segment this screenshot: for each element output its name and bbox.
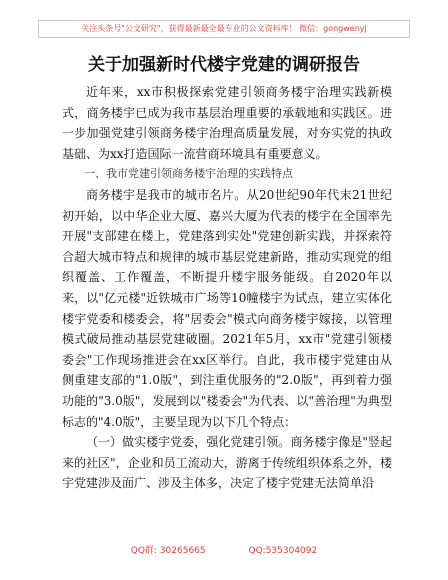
intro-paragraph: 近年来，xx市积极探索党建引领商务楼宇治理实践新模式，商务楼宇已成为我市基层治理重要的承载地和实践区。进一步加强党建引领商务楼宇治理高质量发展，对夯实党的执政基础、为xx打造国际一流营商环境具有重要意义。 bbox=[62, 85, 392, 161]
document-body bbox=[62, 82, 392, 494]
document-title: 关于加强新时代楼宇党建的调研报告 bbox=[88, 55, 360, 75]
footer-contact bbox=[0, 543, 448, 556]
body-paragraph: 商务楼宇是我市的城市名片。从20世纪90年代末21世纪初开始，以中华企业大厦、嘉兴大厦为代表的楼宇在全国率先开展"支部建在楼上，党建落到实处"党建创新实践，并探索符合超大城市特点和规律的城市基层党建新路，推动实现党的组织覆盖、工作覆盖，不断提升楼宇服务能级。自2020年以来，以"亿元楼"近铁城市广场等10幢楼宇为试点，建立实体化楼宇党委和楼委会，将"居委会"模式向商务楼宇嫁接，以管理模式破局推动基层党建破圈。2021年5月，xx市"党建引领楼委会"工作现场推进会在xx区举行。自此，我市楼宇党建由从侧重建支部的"1.0版"，到注重优服务的"2.0版"，再到着力强功能的"3.0版"，发展到以"楼委会"为代表、以"善治理"为典型标志的"4.0版"，主要呈现为以下几个特点： bbox=[62, 187, 392, 429]
qq-group: QQ群: 30265665 bbox=[130, 546, 206, 556]
section-heading: 一、我市党建引领商务楼宇治理的实践特点 bbox=[84, 167, 293, 181]
qq-number: QQ:535304092 bbox=[248, 546, 318, 556]
subsection-paragraph: （一）做实楼宇党委，强化党建引领。商务楼宇像是"竖起来的社区"，企业和员工流动大，游离于传统组织体系之外，楼宇党建涉及面广、涉及主体多，决定了楼宇党建无法简单沿 bbox=[62, 435, 392, 491]
promo-banner: 关注头条号"公文研究"，获得最新最全最专业的公文资料库！ 微信：gongwenyj bbox=[38, 20, 410, 38]
